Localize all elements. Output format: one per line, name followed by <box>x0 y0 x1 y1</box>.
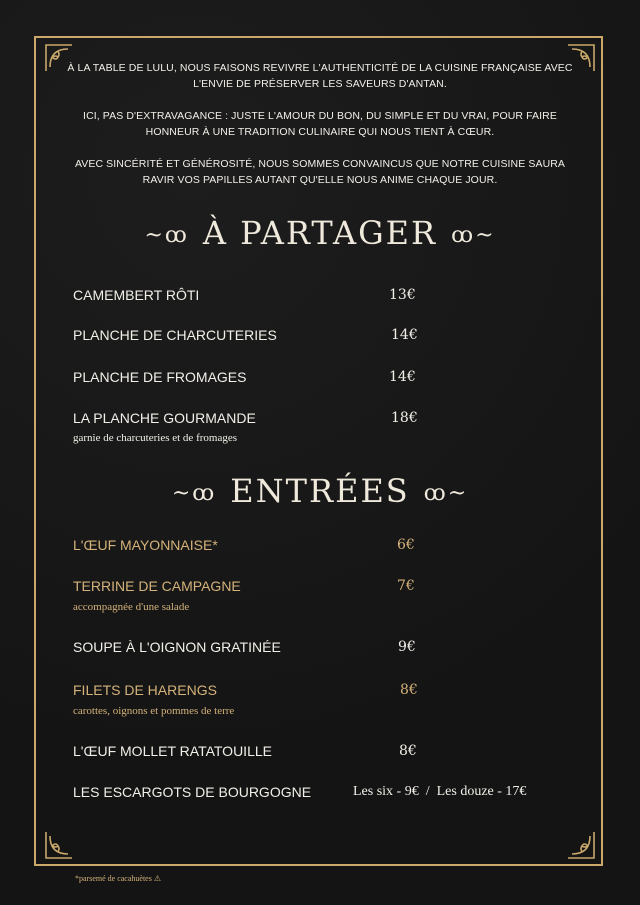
intro-line: RAVIR VOS PAPILLES AUTANT QU'ELLE NOUS ANIME CHAQUE JOUR. <box>142 174 498 186</box>
menu-item-name: L'ŒUF MAYONNAISE* <box>73 537 218 553</box>
menu-item-name: FILETS DE HARENGS <box>73 682 217 698</box>
menu-item-description: carottes, oignons et pommes de terre <box>73 705 235 717</box>
menu-item-price: 8€ <box>400 682 418 698</box>
menu-item-name: LES ESCARGOTS DE BOURGOGNE <box>73 784 312 800</box>
footnote: *parsemé de cacahuètes ⚠ <box>75 874 162 883</box>
menu-item-name: PLANCHE DE CHARCUTERIES <box>73 327 277 343</box>
menu-item-name: CAMEMBERT RÔTI <box>73 287 200 303</box>
intro-line: HONNEUR À UNE TRADITION CULINAIRE QUI NOUS TIENT À CŒUR. <box>145 126 495 138</box>
intro-line: À LA TABLE DE LULU, NOUS FAISONS REVIVRE L'AUTHENTICITÉ DE LA CUISINE FRANÇAISE AVEC <box>67 62 573 74</box>
intro-paragraph <box>60 108 580 140</box>
intro-line: ICI, PAS D'EXTRAVAGANCE : JUSTE L'AMOUR DU BON, DU SIMPLE ET DU VRAI, POUR FAIRE <box>83 110 557 122</box>
intro-line: AVEC SINCÉRITÉ ET GÉNÉROSITÉ, NOUS SOMMES CONVAINCUS QUE NOTRE CUISINE SAURA <box>74 158 566 170</box>
menu-item-price: 18€ <box>391 410 418 426</box>
section-title-text: À PARTAGER <box>202 214 438 252</box>
menu-item-price: 13€ <box>389 287 416 303</box>
menu-item-name: PLANCHE DE FROMAGES <box>73 369 247 385</box>
menu-item-price: 8€ <box>399 743 417 759</box>
intro-line: L'ENVIE DE PRÉSERVER LES SAVEURS D'ANTAN. <box>193 78 447 90</box>
menu-item-price: 6€ <box>397 537 415 553</box>
menu-item-name: TERRINE DE CAMPAGNE <box>73 578 241 594</box>
menu-item-description: garnie de charcuteries et de fromages <box>73 432 237 444</box>
menu-item-price: 7€ <box>397 578 415 594</box>
flourish-icon: ꝏ~ <box>451 223 496 248</box>
intro-paragraph <box>60 156 580 188</box>
section-title-partager <box>0 214 640 252</box>
corner-ornament-icon <box>566 830 596 860</box>
menu-item-price: 14€ <box>391 327 418 343</box>
menu-item-price: 14€ <box>389 369 416 385</box>
menu-item-name: L'ŒUF MOLLET RATATOUILLE <box>73 743 272 759</box>
flourish-icon: ~ꝏ <box>171 481 217 506</box>
flourish-icon: ꝏ~ <box>423 481 469 506</box>
section-title-entrees <box>0 472 640 510</box>
intro-paragraph <box>60 60 580 92</box>
section-title-text: ENTRÉES <box>230 472 410 510</box>
menu-item-name: SOUPE À L'OIGNON GRATINÉE <box>73 639 281 655</box>
menu-item-description: accompagnée d'une salade <box>73 601 190 613</box>
menu-item-price: Les six - 9€ / Les douze - 17€ <box>353 784 527 799</box>
menu-item-price: 9€ <box>398 639 416 655</box>
flourish-icon: ~ꝏ <box>144 223 189 248</box>
corner-ornament-icon <box>44 830 74 860</box>
menu-item-name: LA PLANCHE GOURMANDE <box>73 410 256 426</box>
